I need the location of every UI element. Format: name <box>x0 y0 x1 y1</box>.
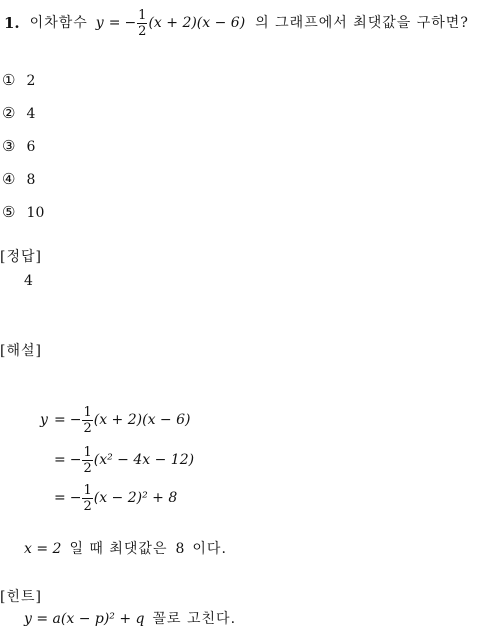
answer-value: 4 <box>24 273 33 289</box>
choice-value: 4 <box>26 106 36 122</box>
equation-fraction <box>137 8 147 39</box>
question-suffix: 의 그래프에서 최댓값을 구하면? <box>255 15 469 31</box>
choice-value: 6 <box>26 139 36 155</box>
line-fraction <box>82 445 92 476</box>
line-rest: (x − 2)² + 8 <box>93 490 178 506</box>
line-eq: = <box>54 452 66 468</box>
choice-mark: ⑤ <box>2 203 16 221</box>
answer-label: [정답] <box>0 249 42 265</box>
conclusion-text-2: 이다. <box>192 541 227 557</box>
choice-mark: ② <box>2 104 16 122</box>
line-eq: = <box>54 490 66 506</box>
choice-value: 8 <box>26 172 36 188</box>
fraction-numerator: 1 <box>83 404 92 420</box>
line-minus: − <box>69 490 82 506</box>
conclusion-math: x = 2 <box>24 541 62 557</box>
choice-value: 10 <box>26 205 45 221</box>
equation-lhs: y <box>95 15 104 31</box>
fraction-numerator: 1 <box>138 7 147 23</box>
explanation-line-3 <box>40 481 177 515</box>
fraction-denominator: 2 <box>138 23 147 39</box>
line-minus: − <box>69 412 82 428</box>
choice-3[interactable] <box>2 138 35 154</box>
question-prefix: 이차함수 <box>29 15 88 31</box>
equation-eq: = <box>108 15 121 31</box>
choice-mark: ③ <box>2 137 16 155</box>
question-number: 1. <box>4 13 20 32</box>
fraction-denominator: 2 <box>83 498 92 514</box>
explanation-conclusion <box>24 542 227 556</box>
explanation-label: [해설] <box>0 343 42 359</box>
fraction-denominator: 2 <box>83 420 92 436</box>
hint-math: y = a(x − p)² + q <box>24 611 145 627</box>
hint-line <box>24 612 236 626</box>
explanation-line-1 <box>40 403 190 437</box>
hint-text: 꼴로 고친다. <box>152 611 237 627</box>
fraction-numerator: 1 <box>83 482 92 498</box>
line-rest: (x + 2)(x − 6) <box>93 412 191 428</box>
explanation-line-2 <box>40 443 194 477</box>
line-rest: (x² − 4x − 12) <box>93 452 195 468</box>
hint-label: [힌트] <box>0 589 42 605</box>
choice-5[interactable] <box>2 204 44 220</box>
fraction-numerator: 1 <box>83 444 92 460</box>
line-fraction <box>82 405 92 436</box>
choice-1[interactable] <box>2 72 35 88</box>
choice-mark: ④ <box>2 170 16 188</box>
line-minus: − <box>69 452 82 468</box>
conclusion-text-1: 일 때 최댓값은 <box>69 541 168 557</box>
line-fraction <box>82 483 92 514</box>
choice-mark: ① <box>2 71 16 89</box>
equation-rest: (x + 2)(x − 6) <box>148 15 246 31</box>
equation-minus: − <box>124 15 137 31</box>
line-lhs: y <box>40 412 48 428</box>
choice-value: 2 <box>26 73 36 89</box>
choice-4[interactable] <box>2 171 35 187</box>
fraction-denominator: 2 <box>83 460 92 476</box>
question-line <box>4 8 469 38</box>
conclusion-number: 8 <box>175 541 185 557</box>
line-eq: = <box>54 412 66 428</box>
choice-2[interactable] <box>2 105 35 121</box>
